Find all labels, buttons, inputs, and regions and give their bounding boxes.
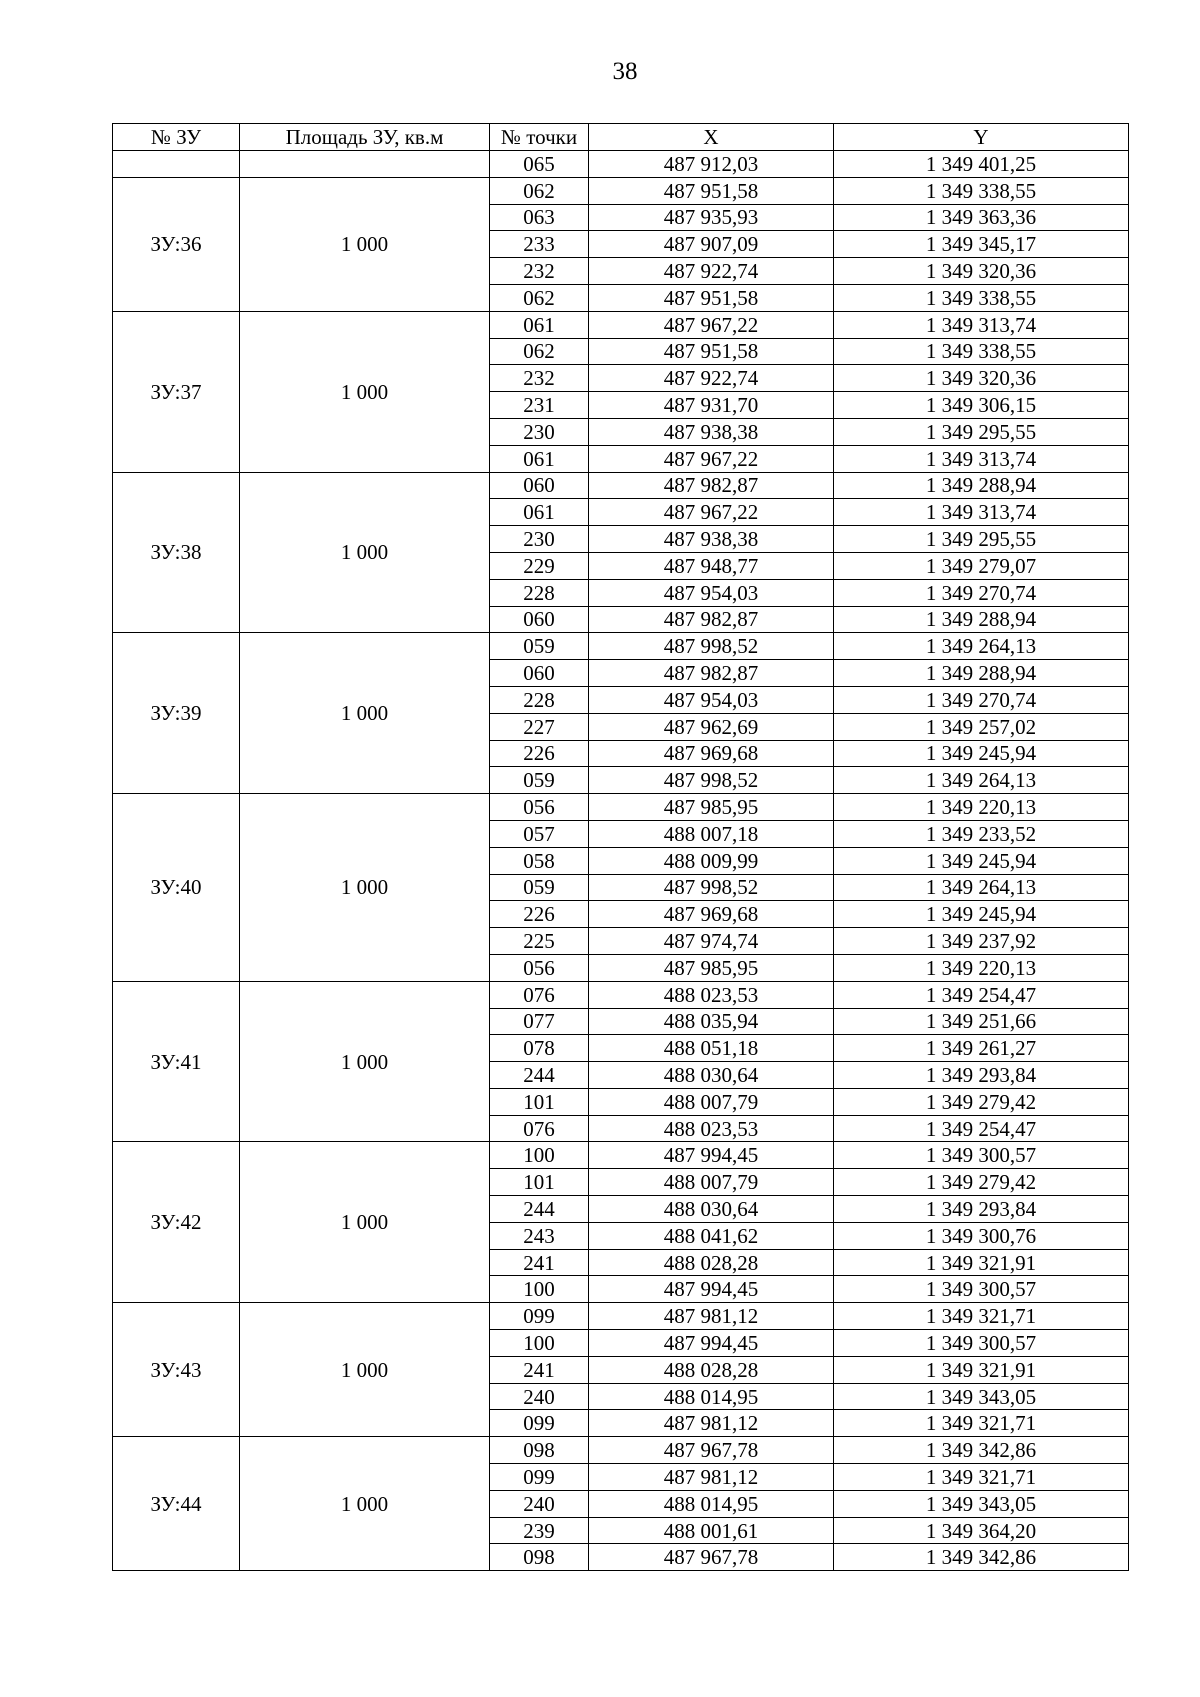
point-number-cell: 240 (490, 1490, 589, 1517)
point-number-cell: 226 (490, 901, 589, 928)
table-row (113, 177, 1129, 204)
y-coordinate-cell: 1 349 293,84 (834, 1062, 1129, 1089)
x-coordinate-cell: 487 998,52 (589, 874, 834, 901)
area-cell: 1 000 (240, 1437, 490, 1571)
point-number-cell: 077 (490, 1008, 589, 1035)
point-number-cell: 244 (490, 1062, 589, 1089)
x-coordinate-cell: 487 951,58 (589, 284, 834, 311)
point-number-cell: 060 (490, 472, 589, 499)
table-row (113, 1437, 1129, 1464)
y-coordinate-cell: 1 349 279,07 (834, 552, 1129, 579)
table-header-row (113, 124, 1129, 151)
y-coordinate-cell: 1 349 363,36 (834, 204, 1129, 231)
zu-number-cell: ЗУ:42 (113, 1142, 240, 1303)
x-coordinate-cell: 488 035,94 (589, 1008, 834, 1035)
point-number-cell: 056 (490, 954, 589, 981)
point-number-cell: 227 (490, 713, 589, 740)
x-coordinate-cell: 488 023,53 (589, 981, 834, 1008)
x-coordinate-cell: 487 982,87 (589, 606, 834, 633)
table-row (113, 794, 1129, 821)
point-number-cell: 062 (490, 338, 589, 365)
point-number-cell: 232 (490, 258, 589, 285)
y-coordinate-cell: 1 349 288,94 (834, 472, 1129, 499)
point-number-cell: 100 (490, 1142, 589, 1169)
zu-number-cell: ЗУ:44 (113, 1437, 240, 1571)
area-cell: 1 000 (240, 472, 490, 633)
x-coordinate-cell: 488 001,61 (589, 1517, 834, 1544)
area-cell: 1 000 (240, 633, 490, 794)
point-number-cell: 101 (490, 1088, 589, 1115)
point-number-cell: 076 (490, 981, 589, 1008)
zu-number-cell: ЗУ:41 (113, 981, 240, 1142)
point-number-cell: 061 (490, 311, 589, 338)
coordinates-table (112, 123, 1129, 1571)
y-coordinate-cell: 1 349 321,71 (834, 1410, 1129, 1437)
x-coordinate-cell: 487 967,78 (589, 1437, 834, 1464)
area-cell: 1 000 (240, 1303, 490, 1437)
x-coordinate-cell: 487 907,09 (589, 231, 834, 258)
x-coordinate-cell: 488 014,95 (589, 1383, 834, 1410)
zu-number-cell: ЗУ:40 (113, 794, 240, 982)
x-coordinate-cell: 488 041,62 (589, 1222, 834, 1249)
x-coordinate-cell: 488 007,18 (589, 820, 834, 847)
x-coordinate-cell: 487 981,12 (589, 1464, 834, 1491)
point-number-cell: 243 (490, 1222, 589, 1249)
y-coordinate-cell: 1 349 270,74 (834, 579, 1129, 606)
y-coordinate-cell: 1 349 345,17 (834, 231, 1129, 258)
area-cell: 1 000 (240, 981, 490, 1142)
point-number-cell: 232 (490, 365, 589, 392)
header-area: Площадь ЗУ, кв.м (240, 124, 490, 151)
area-cell: 1 000 (240, 177, 490, 311)
point-number-cell: 230 (490, 526, 589, 553)
point-number-cell: 065 (490, 151, 589, 178)
y-coordinate-cell: 1 349 313,74 (834, 499, 1129, 526)
y-coordinate-cell: 1 349 257,02 (834, 713, 1129, 740)
point-number-cell: 099 (490, 1303, 589, 1330)
y-coordinate-cell: 1 349 220,13 (834, 954, 1129, 981)
y-coordinate-cell: 1 349 293,84 (834, 1196, 1129, 1223)
point-number-cell: 226 (490, 740, 589, 767)
y-coordinate-cell: 1 349 245,94 (834, 740, 1129, 767)
point-number-cell: 062 (490, 284, 589, 311)
x-coordinate-cell: 488 023,53 (589, 1115, 834, 1142)
x-coordinate-cell: 488 051,18 (589, 1035, 834, 1062)
y-coordinate-cell: 1 349 288,94 (834, 606, 1129, 633)
y-coordinate-cell: 1 349 401,25 (834, 151, 1129, 178)
point-number-cell: 061 (490, 499, 589, 526)
point-number-cell: 225 (490, 928, 589, 955)
area-cell (240, 151, 490, 178)
x-coordinate-cell: 488 007,79 (589, 1088, 834, 1115)
y-coordinate-cell: 1 349 300,76 (834, 1222, 1129, 1249)
point-number-cell: 239 (490, 1517, 589, 1544)
y-coordinate-cell: 1 349 321,71 (834, 1303, 1129, 1330)
area-cell: 1 000 (240, 1142, 490, 1303)
y-coordinate-cell: 1 349 343,05 (834, 1490, 1129, 1517)
y-coordinate-cell: 1 349 279,42 (834, 1088, 1129, 1115)
x-coordinate-cell: 487 982,87 (589, 660, 834, 687)
point-number-cell: 233 (490, 231, 589, 258)
y-coordinate-cell: 1 349 245,94 (834, 847, 1129, 874)
x-coordinate-cell: 487 994,45 (589, 1276, 834, 1303)
y-coordinate-cell: 1 349 313,74 (834, 445, 1129, 472)
x-coordinate-cell: 487 967,78 (589, 1544, 834, 1571)
y-coordinate-cell: 1 349 270,74 (834, 686, 1129, 713)
y-coordinate-cell: 1 349 295,55 (834, 526, 1129, 553)
table-row (113, 151, 1129, 178)
y-coordinate-cell: 1 349 321,91 (834, 1249, 1129, 1276)
x-coordinate-cell: 487 998,52 (589, 633, 834, 660)
y-coordinate-cell: 1 349 338,55 (834, 284, 1129, 311)
x-coordinate-cell: 487 912,03 (589, 151, 834, 178)
area-cell: 1 000 (240, 794, 490, 982)
x-coordinate-cell: 487 938,38 (589, 418, 834, 445)
table-row (113, 633, 1129, 660)
x-coordinate-cell: 487 982,87 (589, 472, 834, 499)
y-coordinate-cell: 1 349 321,91 (834, 1356, 1129, 1383)
x-coordinate-cell: 487 967,22 (589, 311, 834, 338)
x-coordinate-cell: 488 028,28 (589, 1249, 834, 1276)
y-coordinate-cell: 1 349 264,13 (834, 633, 1129, 660)
y-coordinate-cell: 1 349 342,86 (834, 1544, 1129, 1571)
header-x: X (589, 124, 834, 151)
x-coordinate-cell: 487 974,74 (589, 928, 834, 955)
x-coordinate-cell: 487 969,68 (589, 740, 834, 767)
point-number-cell: 061 (490, 445, 589, 472)
point-number-cell: 241 (490, 1249, 589, 1276)
x-coordinate-cell: 488 007,79 (589, 1169, 834, 1196)
zu-number-cell: ЗУ:37 (113, 311, 240, 472)
table-row (113, 1142, 1129, 1169)
point-number-cell: 240 (490, 1383, 589, 1410)
point-number-cell: 228 (490, 579, 589, 606)
x-coordinate-cell: 487 954,03 (589, 686, 834, 713)
table-row (113, 1303, 1129, 1330)
point-number-cell: 062 (490, 177, 589, 204)
y-coordinate-cell: 1 349 338,55 (834, 338, 1129, 365)
point-number-cell: 056 (490, 794, 589, 821)
x-coordinate-cell: 488 030,64 (589, 1196, 834, 1223)
point-number-cell: 059 (490, 874, 589, 901)
x-coordinate-cell: 487 938,38 (589, 526, 834, 553)
x-coordinate-cell: 487 962,69 (589, 713, 834, 740)
x-coordinate-cell: 487 994,45 (589, 1330, 834, 1357)
table-row (113, 311, 1129, 338)
point-number-cell: 098 (490, 1544, 589, 1571)
point-number-cell: 060 (490, 606, 589, 633)
x-coordinate-cell: 487 967,22 (589, 445, 834, 472)
y-coordinate-cell: 1 349 237,92 (834, 928, 1129, 955)
point-number-cell: 058 (490, 847, 589, 874)
point-number-cell: 230 (490, 418, 589, 445)
x-coordinate-cell: 487 948,77 (589, 552, 834, 579)
point-number-cell: 228 (490, 686, 589, 713)
x-coordinate-cell: 487 981,12 (589, 1410, 834, 1437)
y-coordinate-cell: 1 349 300,57 (834, 1142, 1129, 1169)
y-coordinate-cell: 1 349 300,57 (834, 1276, 1129, 1303)
x-coordinate-cell: 487 922,74 (589, 258, 834, 285)
x-coordinate-cell: 488 014,95 (589, 1490, 834, 1517)
y-coordinate-cell: 1 349 288,94 (834, 660, 1129, 687)
y-coordinate-cell: 1 349 343,05 (834, 1383, 1129, 1410)
x-coordinate-cell: 487 967,22 (589, 499, 834, 526)
zu-number-cell: ЗУ:43 (113, 1303, 240, 1437)
point-number-cell: 078 (490, 1035, 589, 1062)
y-coordinate-cell: 1 349 306,15 (834, 392, 1129, 419)
x-coordinate-cell: 487 998,52 (589, 767, 834, 794)
zu-number-cell: ЗУ:36 (113, 177, 240, 311)
point-number-cell: 063 (490, 204, 589, 231)
x-coordinate-cell: 487 985,95 (589, 794, 834, 821)
y-coordinate-cell: 1 349 320,36 (834, 365, 1129, 392)
y-coordinate-cell: 1 349 321,71 (834, 1464, 1129, 1491)
y-coordinate-cell: 1 349 220,13 (834, 794, 1129, 821)
y-coordinate-cell: 1 349 264,13 (834, 767, 1129, 794)
x-coordinate-cell: 488 009,99 (589, 847, 834, 874)
area-cell: 1 000 (240, 311, 490, 472)
y-coordinate-cell: 1 349 254,47 (834, 981, 1129, 1008)
y-coordinate-cell: 1 349 233,52 (834, 820, 1129, 847)
point-number-cell: 100 (490, 1276, 589, 1303)
x-coordinate-cell: 487 994,45 (589, 1142, 834, 1169)
point-number-cell: 099 (490, 1464, 589, 1491)
y-coordinate-cell: 1 349 261,27 (834, 1035, 1129, 1062)
point-number-cell: 244 (490, 1196, 589, 1223)
point-number-cell: 229 (490, 552, 589, 579)
y-coordinate-cell: 1 349 254,47 (834, 1115, 1129, 1142)
y-coordinate-cell: 1 349 264,13 (834, 874, 1129, 901)
x-coordinate-cell: 487 951,58 (589, 338, 834, 365)
point-number-cell: 231 (490, 392, 589, 419)
point-number-cell: 076 (490, 1115, 589, 1142)
page-number: 38 (612, 58, 638, 85)
table-body (113, 151, 1129, 1571)
zu-number-cell: ЗУ:39 (113, 633, 240, 794)
x-coordinate-cell: 487 922,74 (589, 365, 834, 392)
table-row (113, 472, 1129, 499)
zu-number-cell: ЗУ:38 (113, 472, 240, 633)
point-number-cell: 101 (490, 1169, 589, 1196)
x-coordinate-cell: 487 985,95 (589, 954, 834, 981)
point-number-cell: 241 (490, 1356, 589, 1383)
x-coordinate-cell: 487 969,68 (589, 901, 834, 928)
point-number-cell: 057 (490, 820, 589, 847)
y-coordinate-cell: 1 349 300,57 (834, 1330, 1129, 1357)
zu-number-cell (113, 151, 240, 178)
x-coordinate-cell: 488 030,64 (589, 1062, 834, 1089)
y-coordinate-cell: 1 349 313,74 (834, 311, 1129, 338)
header-point-number: № точки (490, 124, 589, 151)
y-coordinate-cell: 1 349 251,66 (834, 1008, 1129, 1035)
x-coordinate-cell: 487 931,70 (589, 392, 834, 419)
x-coordinate-cell: 488 028,28 (589, 1356, 834, 1383)
y-coordinate-cell: 1 349 295,55 (834, 418, 1129, 445)
y-coordinate-cell: 1 349 342,86 (834, 1437, 1129, 1464)
x-coordinate-cell: 487 954,03 (589, 579, 834, 606)
y-coordinate-cell: 1 349 279,42 (834, 1169, 1129, 1196)
point-number-cell: 099 (490, 1410, 589, 1437)
point-number-cell: 098 (490, 1437, 589, 1464)
x-coordinate-cell: 487 981,12 (589, 1303, 834, 1330)
table-row (113, 981, 1129, 1008)
point-number-cell: 059 (490, 633, 589, 660)
y-coordinate-cell: 1 349 364,20 (834, 1517, 1129, 1544)
header-y: Y (834, 124, 1129, 151)
point-number-cell: 100 (490, 1330, 589, 1357)
point-number-cell: 060 (490, 660, 589, 687)
point-number-cell: 059 (490, 767, 589, 794)
y-coordinate-cell: 1 349 245,94 (834, 901, 1129, 928)
x-coordinate-cell: 487 951,58 (589, 177, 834, 204)
y-coordinate-cell: 1 349 320,36 (834, 258, 1129, 285)
y-coordinate-cell: 1 349 338,55 (834, 177, 1129, 204)
header-zu-number: № ЗУ (113, 124, 240, 151)
x-coordinate-cell: 487 935,93 (589, 204, 834, 231)
